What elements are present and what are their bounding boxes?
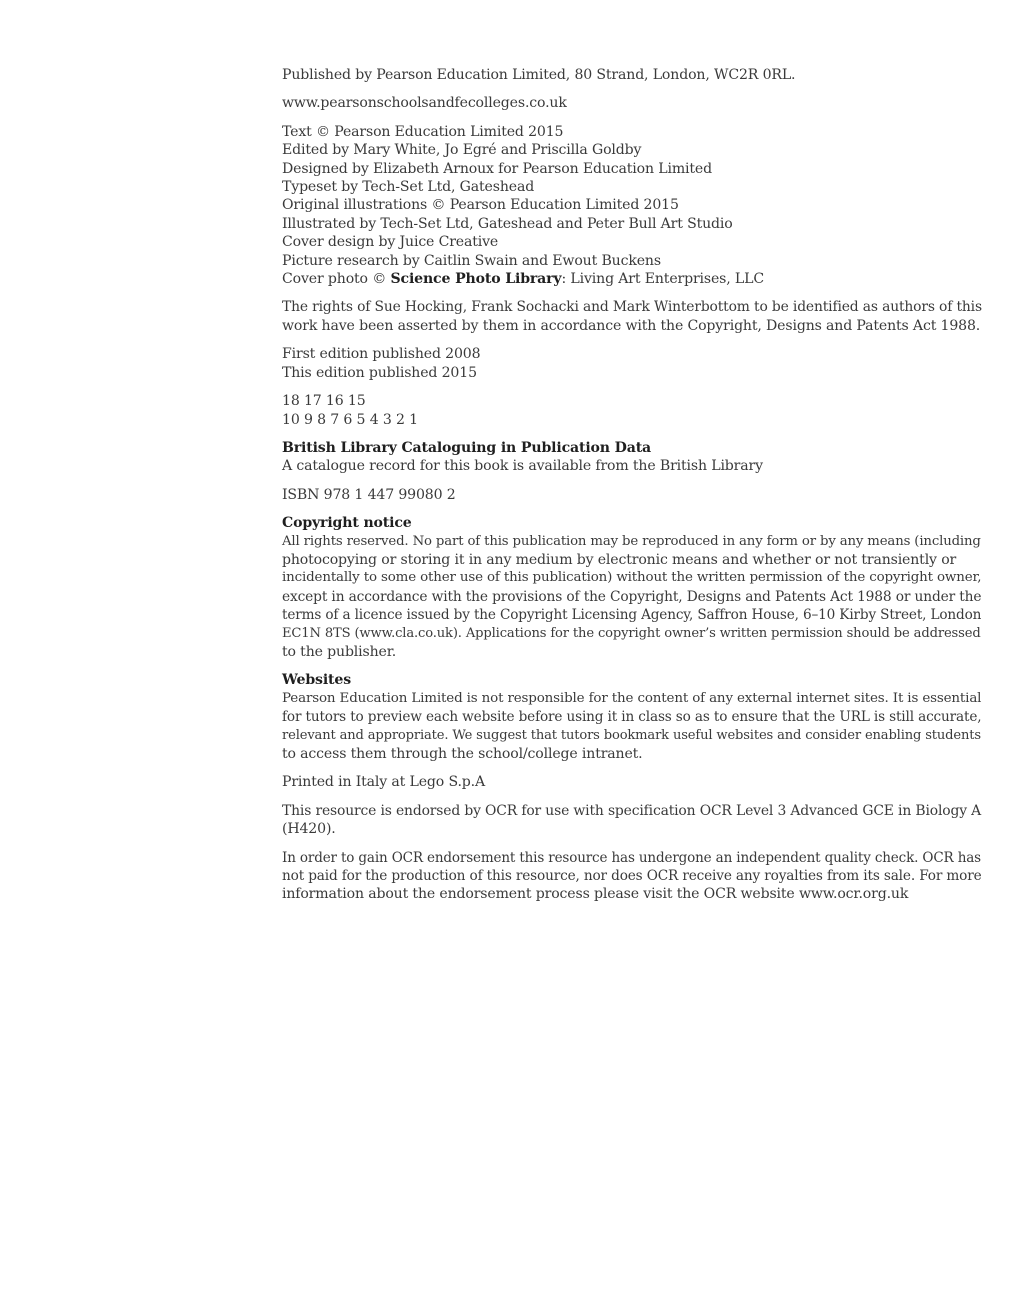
copyright-notice-line: terms of a licence issued by the Copyright Licensing Agency, Saffron House, 6–10 Kirby Street, London bbox=[282, 607, 982, 624]
copyright-notice-line: All rights reserved. No part of this publication may be reproduced in any form or by any means (including bbox=[282, 533, 981, 549]
websites-line: Pearson Education Limited is not responsible for the content of any external internet sites. It is essential bbox=[282, 690, 982, 706]
quality-check-block bbox=[282, 849, 982, 904]
publisher-line bbox=[282, 66, 970, 84]
cover-photo-credit bbox=[282, 270, 970, 288]
website-link[interactable]: www.pearsonschoolsandfecolleges.co.uk bbox=[282, 95, 567, 112]
website-line bbox=[282, 94, 970, 112]
copyright-notice-line: EC1N 8TS (www.cla.co.uk). Applications for the copyright owner’s written permission should be addressed bbox=[282, 625, 981, 641]
quality-check-line: not paid for the production of this resource, nor does OCR receive any royalties from its sale. For more bbox=[282, 868, 982, 885]
quality-check-line: information about the endorsement process please visit the OCR website www.ocr.org.uk bbox=[282, 886, 909, 903]
rights-line: The rights of Sue Hocking, Frank Sochacki and Mark Winterbottom to be identified as authors of this bbox=[282, 299, 982, 316]
cover-photo-source: Science Photo Library bbox=[390, 271, 562, 288]
edition-line: This edition published 2015 bbox=[282, 364, 477, 381]
credit-line: Designed by Elizabeth Arnoux for Pearson Education Limited bbox=[282, 160, 712, 177]
cataloguing-block bbox=[282, 439, 970, 476]
editions-block bbox=[282, 345, 970, 382]
websites-heading: Websites bbox=[282, 672, 351, 689]
print-years: 18 17 16 15 bbox=[282, 393, 366, 410]
cover-photo-prefix: Cover photo © bbox=[282, 271, 391, 288]
credit-line: Original illustrations © Pearson Education Limited 2015 bbox=[282, 197, 679, 214]
copyright-notice-line: incidentally to some other use of this publication) without the written permission of the copyright owner, bbox=[282, 570, 982, 586]
cataloguing-text: A catalogue record for this book is available from the British Library bbox=[282, 458, 763, 475]
credit-line: Cover design by Juice Creative bbox=[282, 234, 499, 251]
rights-statement bbox=[282, 298, 982, 335]
quality-check-line: In order to gain OCR endorsement this resource has undergone an independent quality check. OCR has bbox=[282, 849, 981, 866]
endorsement-line: This resource is endorsed by OCR for use with specification OCR Level 3 Advanced GCE in Biology A bbox=[282, 802, 982, 819]
websites-line: for tutors to preview each website before using it in class so as to ensure that the URL is still accurate, bbox=[282, 709, 982, 726]
isbn-text: ISBN 978 1 447 99080 2 bbox=[282, 486, 456, 503]
websites-block bbox=[282, 671, 982, 763]
copyright-notice-line: to the publisher. bbox=[282, 643, 397, 660]
cataloguing-heading: British Library Cataloguing in Publication Data bbox=[282, 439, 652, 456]
publisher-text: Published by Pearson Education Limited, 80 Strand, London, WC2R 0RL. bbox=[282, 67, 796, 83]
credits-block bbox=[282, 123, 970, 289]
copyright-notice-block bbox=[282, 514, 982, 661]
imprint-page bbox=[282, 66, 982, 914]
print-numbers-block bbox=[282, 392, 970, 429]
credit-line: Illustrated by Tech-Set Ltd, Gateshead and Peter Bull Art Studio bbox=[282, 215, 733, 232]
endorsement-line: (H420). bbox=[282, 821, 336, 838]
printed-text: Printed in Italy at Lego S.p.A bbox=[282, 774, 486, 791]
copyright-notice-line: except in accordance with the provisions of the Copyright, Designs and Patents Act 1988 or under the bbox=[282, 588, 982, 605]
credit-line: Edited by Mary White, Jo Egré and Priscilla Goldby bbox=[282, 142, 642, 159]
credit-line: Typeset by Tech-Set Ltd, Gateshead bbox=[282, 179, 535, 196]
cover-photo-suffix: : Living Art Enterprises, LLC bbox=[561, 271, 764, 288]
websites-line: to access them through the school/college intranet. bbox=[282, 746, 643, 762]
rights-line: work have been asserted by them in accordance with the Copyright, Designs and Patents Act 1988. bbox=[282, 317, 981, 334]
credit-line: Text © Pearson Education Limited 2015 bbox=[282, 123, 564, 140]
copyright-notice-line: photocopying or storing it in any medium by electronic means and whether or not transiently or bbox=[282, 551, 957, 568]
printed-block bbox=[282, 773, 970, 791]
credit-line: Picture research by Caitlin Swain and Ewout Buckens bbox=[282, 252, 661, 269]
isbn-block bbox=[282, 486, 970, 504]
endorsement-block bbox=[282, 802, 982, 839]
print-run: 10 9 8 7 6 5 4 3 2 1 bbox=[282, 411, 418, 428]
websites-line: relevant and appropriate. We suggest that tutors bookmark useful websites and consider enabling students bbox=[282, 727, 981, 743]
copyright-notice-heading: Copyright notice bbox=[282, 515, 412, 532]
edition-line: First edition published 2008 bbox=[282, 346, 481, 363]
